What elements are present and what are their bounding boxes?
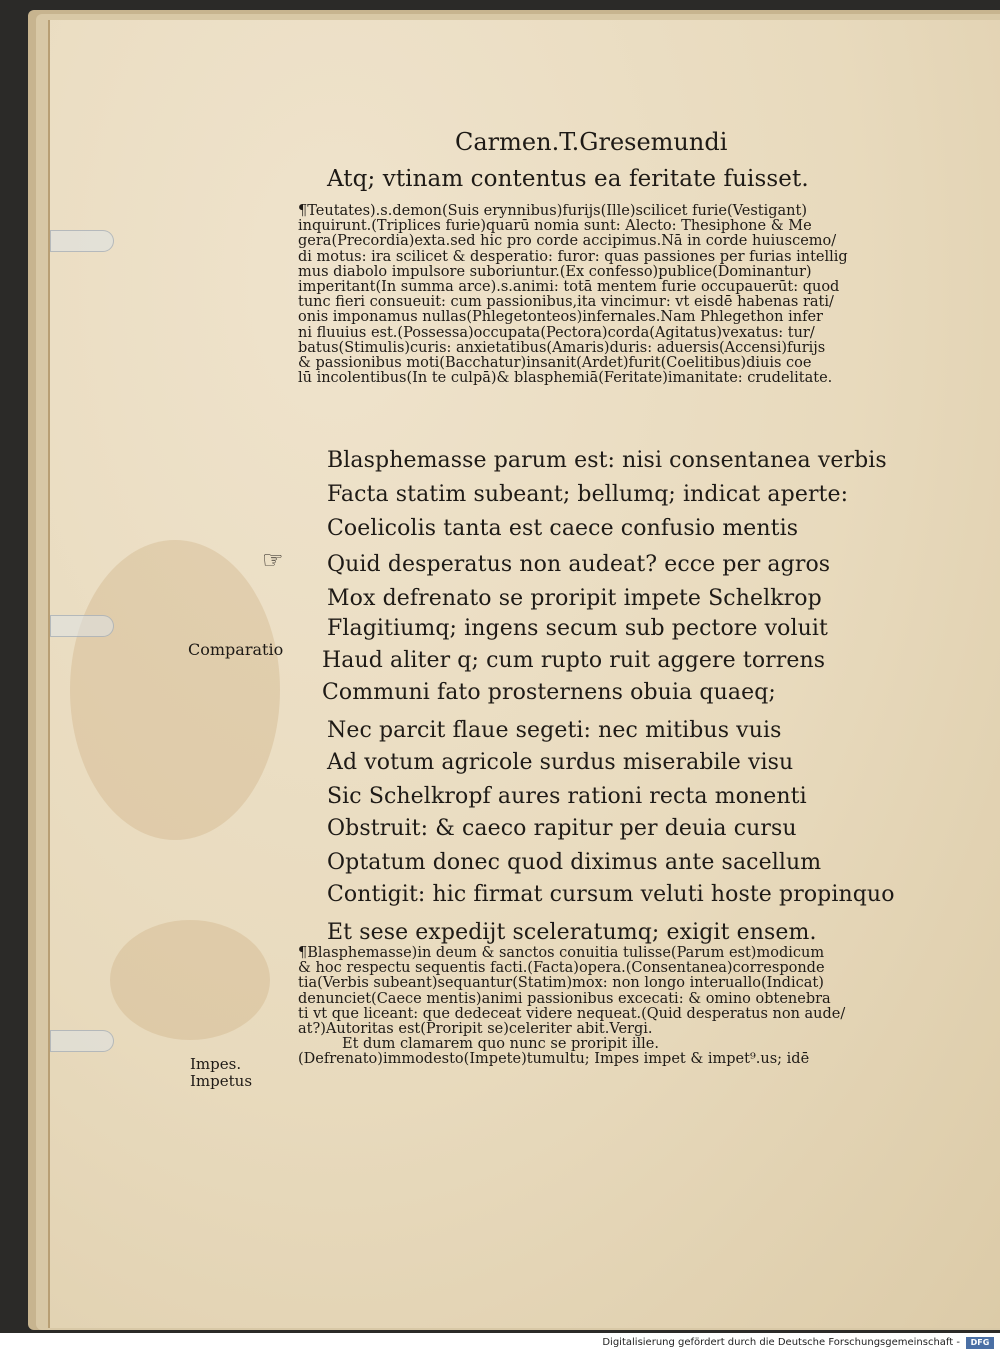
commentary-line: gera(Precordia)exta.sed hic pro corde accipimus.Nā in corde huiuscemo/: [298, 233, 837, 250]
paper-stain: [70, 540, 280, 840]
verse-line: Et sese expedijt sceleratumq; exigit ensem.: [327, 920, 817, 945]
commentary-line: onis imponamus nullas(Phlegetonteos)infernales.Nam Phlegethon infer: [298, 309, 823, 326]
verse-line: Haud aliter q; cum rupto ruit aggere torrens: [322, 648, 826, 673]
commentary-line: mus diabolo impulsore suboriuntur.(Ex confesso)publice(Dominantur): [298, 263, 812, 280]
paper-stain: [110, 920, 270, 1040]
commentary-line: ¶Blasphemasse)in deum & sanctos conuitia tulisse(Parum est)modicum: [298, 945, 825, 961]
commentary-line: ni fluuius est.(Possessa)occupata(Pectora)corda(Agitatus)vexatus: tur/: [298, 324, 815, 341]
dfg-logo: DFG: [966, 1337, 994, 1349]
verse-line: Flagitiumq; ingens secum sub pectore voluit: [327, 616, 828, 641]
marginal-note-comparatio: Comparatio: [188, 640, 284, 659]
commentary-line: di motus: ira scilicet & desperatio: furor: quas passiones per furias intellig: [298, 248, 848, 265]
commentary-line: lū incolentibus(In te culpā)& blasphemiā(Feritate)imanitate: crudelitate.: [298, 370, 833, 387]
commentary-line: tunc fieri consueuit: cum passionibus,ita vincimur: vt eisdē habenas rati/: [298, 294, 834, 311]
verse-line: Facta statim subeant; bellumq; indicat aperte:: [327, 482, 849, 507]
commentary-block-1: [298, 204, 848, 386]
running-head: Carmen.T.Gresemundi: [455, 128, 728, 156]
marginal-note-impes: Impes.: [190, 1055, 242, 1073]
pointing-hand-icon: ☞: [262, 546, 284, 574]
digitization-footer: [0, 1333, 1000, 1353]
verse-line: Quid desperatus non audeat? ecce per agros: [327, 552, 831, 577]
verse-line: Ad votum agricole surdus miserabile visu: [327, 750, 794, 775]
verse-line: Contigit: hic firmat cursum veluti hoste propinquo: [327, 882, 895, 907]
commentary-line: (Defrenato)immodesto(Impete)tumultu; Impes impet & impet⁹.us; idē: [298, 1051, 810, 1068]
verse-line: Optatum donec quod diximus ante sacellum: [327, 850, 822, 875]
commentary-line: tia(Verbis subeant)sequantur(Statim)mox: non longo interuallo(Indicat): [298, 975, 824, 992]
commentary-line: batus(Stimulis)curis: anxietatibus(Amaris)duris: aduersis(Accensi)furijs: [298, 339, 826, 356]
plastic-clip: [50, 1030, 114, 1052]
plastic-clip: [50, 230, 114, 252]
verse-line: Obstruit: & caeco rapitur per deuia cursu: [327, 816, 797, 841]
commentary-line: at?)Autoritas est(Proripit se)celeriter abit.Vergi.: [298, 1021, 653, 1038]
marginal-note-impetus: Impetus: [190, 1072, 253, 1090]
verse-line: Mox defrenato se proripit impete Schelkrop: [327, 586, 822, 611]
verse-line: Communi fato prosternens obuia quaeq;: [322, 680, 776, 705]
commentary-line: inquirunt.(Triplices furie)quarū nomia sunt: Alecto: Thesiphone & Me: [298, 218, 812, 235]
verse-line: Sic Schelkropf aures rationi recta monenti: [327, 784, 807, 809]
verse-line: Coelicolis tanta est caece confusio mentis: [327, 516, 799, 541]
commentary-line: & passionibus moti(Bacchatur)insanit(Ardet)furit(Coelitibus)diuis coe: [298, 355, 812, 372]
plastic-clip: [50, 615, 114, 637]
footer-credit: Digitalisierung gefördert durch die Deutsche Forschungsgemeinschaft -: [602, 1337, 960, 1348]
commentary-line: Et dum clamarem quo nunc se proripit ille.: [342, 1036, 659, 1053]
commentary-line: denunciet(Caece mentis)animi passionibus excecati: & omino obtenebra: [298, 990, 831, 1007]
verse-line: Blasphemasse parum est: nisi consentanea verbis: [327, 448, 887, 473]
commentary-block-2: [298, 946, 845, 1068]
commentary-line: imperitant(In summa arce).s.animi: totā mentem furie occupauerūt: quod: [298, 279, 840, 296]
commentary-line: ti vt que liceant: que dedeceat videre nequeat.(Quid desperatus non aude/: [298, 1005, 846, 1022]
commentary-line: ¶Teutates).s.demon(Suis erynnibus)furijs(Ille)scilicet furie(Vestigant): [298, 203, 807, 219]
commentary-line: & hoc respectu sequentis facti.(Facta)opera.(Consentanea)corresponde: [298, 960, 825, 977]
verse-line: Atq; vtinam contentus ea feritate fuisset.: [327, 166, 809, 192]
verse-line: Nec parcit flaue segeti: nec mitibus vuis: [327, 718, 782, 743]
